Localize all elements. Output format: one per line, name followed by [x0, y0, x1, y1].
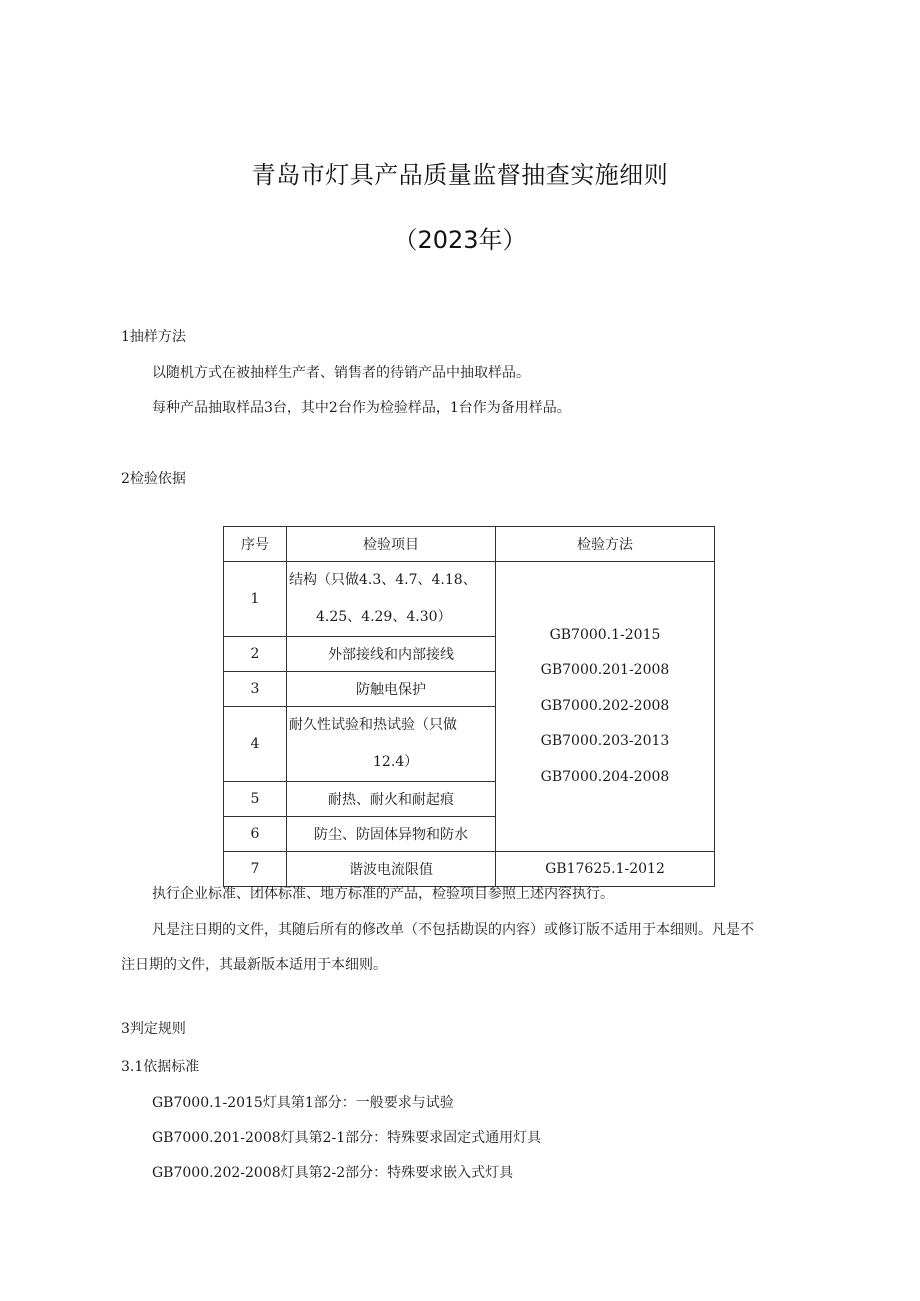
section-3-1-heading: 3.1依据标准	[121, 1059, 200, 1075]
table-row	[224, 562, 715, 637]
document-year: （2023年）	[393, 226, 527, 254]
method-line: GB7000.203-2013	[540, 733, 670, 750]
section-1-para-1: 以随机方式在被抽样生产者、销售者的待销产品中抽取样品。	[152, 365, 530, 381]
table-row	[224, 852, 715, 887]
row-item-line-1: 耐久性试验和热试验（只做	[289, 717, 457, 733]
row-item: 防触电保护	[287, 672, 496, 707]
row-item: 防尘、防固体异物和防水	[287, 817, 496, 852]
section-2-heading: 2检验依据	[121, 471, 186, 487]
row-no: 5	[224, 782, 287, 817]
method-line: GB7000.1-2015	[549, 626, 661, 643]
section-1-heading: 1抽样方法	[121, 329, 186, 345]
section-2-para-2-line-1: 凡是注日期的文件，其随后所有的修改单（不包括勘误的内容）或修订版不适用于本细则。凡是不	[152, 922, 754, 938]
row-item	[287, 707, 496, 782]
method-line: GB7000.204-2008	[540, 768, 670, 785]
standard-line: GB7000.202-2008灯具第2-2部分：特殊要求嵌入式灯具	[152, 1165, 514, 1181]
row-item-line-1: 结构（只做4.3、4.7、4.18、	[289, 572, 477, 588]
row-no: 6	[224, 817, 287, 852]
row-no: 1	[224, 562, 287, 637]
table-header-row	[224, 527, 715, 562]
row-item: 耐热、耐火和耐起痕	[287, 782, 496, 817]
header-no: 序号	[224, 527, 287, 562]
row-no: 2	[224, 637, 287, 672]
row-item-line-2: 4.25、4.29、4.30）	[316, 609, 452, 625]
row-method: GB17625.1-2012	[496, 852, 715, 887]
shared-methods-cell	[496, 562, 715, 852]
section-2-para-2-line-2: 注日期的文件，其最新版本适用于本细则。	[121, 957, 387, 973]
section-3-heading: 3判定规则	[121, 1021, 186, 1037]
row-item: 谐波电流限值	[287, 852, 496, 887]
row-no: 7	[224, 852, 287, 887]
section-2-para-1: 执行企业标准、团体标准、地方标准的产品，检验项目参照上述内容执行。	[152, 886, 614, 902]
row-item-line-2: 12.4）	[373, 754, 419, 770]
document-title: 青岛市灯具产品质量监督抽查实施细则	[251, 161, 669, 189]
row-item: 外部接线和内部接线	[287, 637, 496, 672]
section-1-para-2: 每种产品抽取样品3台，其中2台作为检验样品，1台作为备用样品。	[152, 400, 571, 416]
standard-line: GB7000.201-2008灯具第2-1部分：特殊要求固定式通用灯具	[152, 1130, 542, 1146]
method-line: GB7000.202-2008	[540, 697, 670, 714]
standard-line: GB7000.1-2015灯具第1部分：一般要求与试验	[152, 1095, 454, 1111]
method-line: GB7000.201-2008	[540, 662, 670, 679]
row-item	[287, 562, 496, 637]
header-item: 检验项目	[287, 527, 496, 562]
row-no: 4	[224, 707, 287, 782]
inspection-table	[223, 526, 715, 887]
header-method: 检验方法	[496, 527, 715, 562]
row-no: 3	[224, 672, 287, 707]
